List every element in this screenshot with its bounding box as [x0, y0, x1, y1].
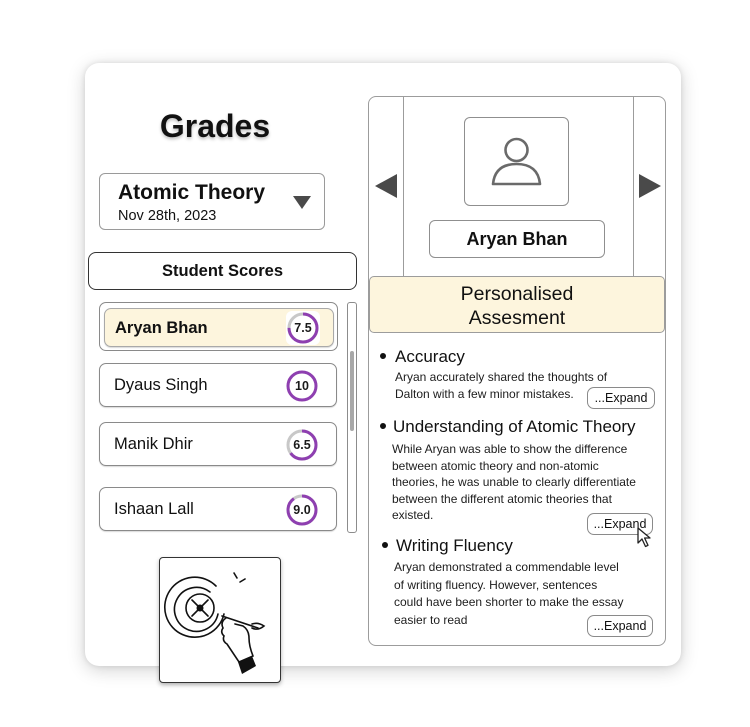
- score-value: 7.5: [294, 321, 312, 335]
- assessment-header: [369, 276, 665, 333]
- body-line: While Aryan was able to show the difference: [392, 442, 628, 456]
- body-line: Aryan demonstrated a commendable level: [394, 560, 619, 574]
- student-name: Manik Dhir: [114, 435, 193, 453]
- scrollbar-thumb[interactable]: [350, 351, 354, 431]
- dart-target-icon: [160, 558, 280, 682]
- body-line: easier to read: [394, 612, 468, 627]
- bullet: [382, 542, 388, 548]
- student-avatar: [464, 117, 569, 206]
- divider: [403, 97, 404, 276]
- section-title-accuracy: Accuracy: [395, 347, 465, 366]
- body-line: between atomic theory and non-atomic: [392, 458, 599, 473]
- score-ring: [285, 428, 319, 462]
- score-value: 9.0: [293, 503, 311, 517]
- bullet: [380, 353, 386, 359]
- body-line: existed.: [392, 508, 434, 522]
- triangle-left-icon[interactable]: [375, 174, 397, 198]
- score-ring: [285, 369, 319, 403]
- student-row-dyaus-singh[interactable]: [99, 363, 337, 407]
- caret-down-icon: [293, 196, 311, 209]
- body-line: Aryan accurately shared the thoughts of: [395, 370, 608, 384]
- student-row-ishaan-lall[interactable]: [99, 487, 337, 531]
- assignment-date: Nov 28th, 2023: [118, 208, 217, 224]
- divider: [633, 97, 634, 276]
- page-title: Grades: [159, 108, 271, 144]
- student-scores-header: Student Scores: [88, 252, 357, 290]
- section-body-accuracy: [395, 369, 607, 402]
- assessment-header-line2: Assesment: [468, 307, 566, 329]
- expand-button-understanding[interactable]: ...Expand: [587, 513, 653, 535]
- illustration-box: [159, 557, 281, 683]
- expand-button-accuracy[interactable]: ...Expand: [587, 387, 655, 409]
- student-row-aryan-bhan[interactable]: [104, 308, 334, 347]
- section-body-understanding: [392, 441, 636, 524]
- body-line: of writing fluency. However, sentences: [394, 577, 598, 592]
- triangle-right-icon[interactable]: [639, 174, 661, 198]
- body-line: between the different atomic theories that: [392, 491, 612, 506]
- score-ring: [285, 493, 319, 527]
- expand-button-writing-fluency[interactable]: ...Expand: [587, 615, 653, 637]
- assessment-header-line1: Personalised: [460, 283, 574, 305]
- score-value: 10: [295, 379, 309, 393]
- assignment-dropdown[interactable]: [99, 173, 325, 230]
- section-title-writing-fluency: Writing Fluency: [396, 536, 513, 555]
- user-icon: [465, 118, 568, 205]
- body-line: could have been shorter to make the essay: [394, 595, 624, 609]
- body-line: theories, he was unable to clearly differentiate: [392, 475, 636, 489]
- student-name: Dyaus Singh: [114, 376, 208, 394]
- student-name-display: Aryan Bhan: [429, 220, 605, 258]
- score-ring: [286, 311, 320, 345]
- bullet: [380, 423, 386, 429]
- assignment-title: Atomic Theory: [118, 181, 266, 204]
- score-value: 6.5: [293, 438, 311, 452]
- student-list-scrollbar[interactable]: [347, 302, 357, 533]
- student-row-manik-dhir[interactable]: [99, 422, 337, 466]
- student-name: Aryan Bhan: [115, 319, 208, 337]
- mouse-pointer-icon: [637, 527, 657, 549]
- body-line: Dalton with a few minor mistakes.: [395, 386, 574, 401]
- student-name: Ishaan Lall: [114, 500, 194, 518]
- section-title-understanding: Understanding of Atomic Theory: [393, 417, 636, 436]
